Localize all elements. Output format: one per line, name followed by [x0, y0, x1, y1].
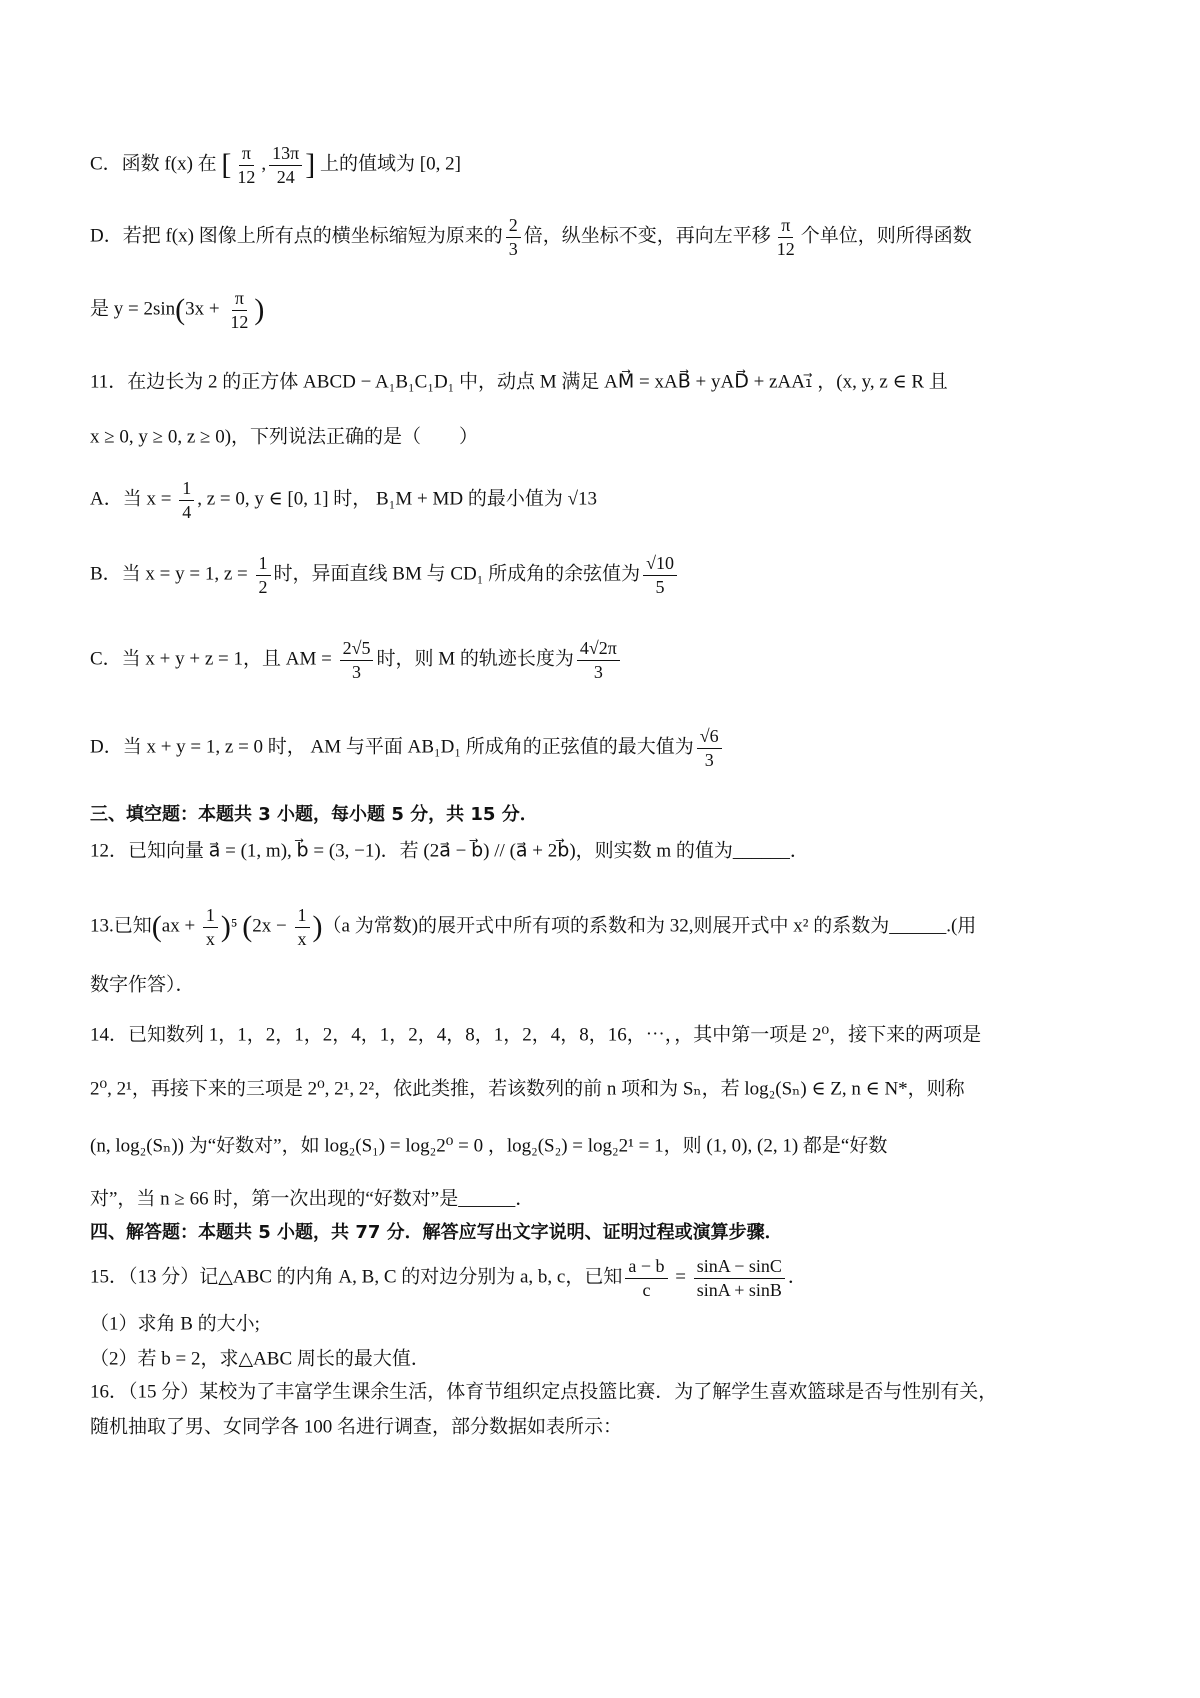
bracket: [ — [221, 148, 232, 181]
text-run: 随机抽取了男、女同学各 100 名进行调查，部分数据如表所示： — [90, 1416, 623, 1438]
question-14-cont3 — [90, 1189, 534, 1212]
question-13 — [90, 904, 976, 950]
denominator: 12 — [237, 166, 256, 187]
question-15-part2 — [90, 1349, 430, 1372]
fraction — [697, 725, 722, 771]
option-10c — [90, 142, 461, 188]
text-run: 对”，当 n ≥ 66 时，第一次出现的“好数对”是______． — [90, 1188, 535, 1210]
fraction — [256, 552, 271, 598]
text-run: （a 为常数)的展开式中所有项的系数和为 32,则展开式中 x² 的系数为______.(用 — [322, 915, 977, 937]
question-12 — [90, 841, 809, 864]
bracket: ( — [242, 910, 253, 943]
question-15-part1 — [90, 1314, 260, 1337]
text-run: 是 y = 2sin — [90, 298, 176, 320]
section-3-heading — [90, 804, 538, 826]
text-run: 11．在边长为 2 的正方体 ABCD − A₁B₁C₁D₁ 中，动点 M 满足 AM⃗ = xAB⃗ + yAD⃗ + zAA₁⃗ ，(x, y, z ∈ R 且 — [90, 371, 948, 393]
text-run: 三、填空题：本题共 3 小题，每小题 5 分，共 15 分． — [90, 804, 538, 826]
text-run: B．当 x = y = 1, z = — [90, 563, 253, 585]
fraction — [227, 287, 251, 333]
numerator: 1 — [179, 477, 194, 501]
denominator: 12 — [230, 311, 249, 332]
text-run: （1）求角 B 的大小; — [90, 1313, 260, 1335]
text-run: 倍，纵坐标不变，再向左平移 — [523, 225, 771, 247]
question-14-cont2 — [90, 1136, 887, 1159]
text-run: 2x − — [252, 915, 292, 937]
bracket: ) — [254, 293, 265, 326]
numerator: √10 — [643, 552, 677, 576]
question-16-cont — [90, 1417, 622, 1440]
denominator: 5 — [655, 576, 665, 597]
text-run: ⁵ — [230, 915, 243, 937]
question-14 — [90, 1025, 981, 1048]
text-run: D．若把 f(x) 图像上所有点的横坐标缩短为原来的 — [90, 225, 503, 247]
numerator: π — [239, 142, 254, 166]
denominator: 12 — [776, 238, 795, 259]
bracket: ) — [312, 910, 323, 943]
text-run: 上的值域为 [0, 2] — [315, 153, 461, 175]
option-10d-cont — [90, 287, 264, 333]
denominator: c — [642, 1279, 651, 1300]
text-run: x ≥ 0, y ≥ 0, z ≥ 0)，下列说法正确的是（ ） — [90, 426, 479, 448]
question-14-cont1 — [90, 1079, 965, 1102]
text-run: 2⁰, 2¹，再接下来的三项是 2⁰, 2¹, 2²，依此类推，若该数列的前 n 项和为 Sₙ，若 log₂(Sₙ) ∈ Z, n ∈ N*，则称 — [90, 1078, 965, 1100]
option-11b — [90, 552, 680, 598]
fraction — [577, 637, 620, 683]
denominator: 2 — [258, 576, 268, 597]
fraction — [506, 214, 521, 260]
text-run: 16．（15 分）某校为了丰富学生课余生活，体育节组织定点投篮比赛．为了解学生喜欢篮球是否与性别有关， — [90, 1381, 998, 1403]
denominator: 4 — [182, 501, 192, 522]
bracket: ( — [151, 910, 162, 943]
text-run: (n, log₂(Sₙ)) 为“好数对”，如 log₂(S₁) = log₂2⁰ = 0 ，log₂(S₂) = log₂2¹ = 1，则 (1, 0), (2, 1) 都是“好数 — [90, 1135, 888, 1157]
text-run: D．当 x + y = 1, z = 0 时， AM 与平面 AB₁D₁ 所成角的正弦值的最大值为 — [90, 736, 694, 758]
fraction — [179, 477, 194, 523]
numerator: 1 — [203, 904, 218, 928]
question-16 — [90, 1382, 997, 1405]
bracket: ) — [220, 910, 231, 943]
question-13-cont — [90, 975, 195, 998]
numerator: 1 — [295, 904, 310, 928]
bracket: ] — [305, 148, 316, 181]
text-run: 时，异面直线 BM 与 CD₁ 所成角的余弦值为 — [273, 563, 641, 585]
numerator: 4√2π — [577, 637, 620, 661]
text-run: 15．（13 分）记△ABC 的内角 A, B, C 的对边分别为 a, b, c，已知 — [90, 1266, 623, 1288]
numerator: 1 — [256, 552, 271, 576]
text-run: （2）若 b = 2，求△ABC 周长的最大值． — [90, 1348, 430, 1370]
denominator: 3 — [593, 661, 603, 682]
text-run: C．函数 f(x) 在 — [90, 153, 222, 175]
text-run: 14．已知数列 1，1，2，1，2，4，1，2，4，8，1，2，4，8，16，⋯，，其中第一项是 2⁰，接下来的两项是 — [90, 1024, 982, 1046]
numerator: π — [778, 214, 793, 238]
fraction — [203, 904, 218, 950]
fraction — [234, 142, 258, 188]
text-run: ax + — [161, 915, 200, 937]
denominator: 24 — [276, 166, 295, 187]
text-run: A．当 x = — [90, 488, 177, 510]
denominator: 3 — [352, 661, 362, 682]
text-run: C．当 x + y + z = 1，且 AM = — [90, 648, 337, 670]
numerator: 2√5 — [340, 637, 374, 661]
denominator: x — [297, 928, 307, 949]
bracket: ( — [175, 293, 186, 326]
fraction — [694, 1255, 785, 1301]
text-run: 13.已知 — [90, 915, 152, 937]
option-11c — [90, 637, 623, 683]
text-run: 12．已知向量 a⃗ = (1, m), b⃗ = (3, −1)．若 (2a⃗ − b⃗) // (a⃗ + 2b⃗)，则实数 m 的值为______． — [90, 840, 809, 862]
denominator: 3 — [704, 749, 714, 770]
numerator: 13π — [269, 142, 302, 166]
fraction — [625, 1255, 667, 1301]
text-run: 数字作答）． — [90, 974, 195, 996]
text-run: ． — [787, 1266, 807, 1288]
numerator: a − b — [625, 1255, 667, 1279]
fraction — [269, 142, 302, 188]
text-run: 个单位，则所得函数 — [800, 225, 972, 247]
option-10d — [90, 214, 972, 260]
option-11d — [90, 725, 725, 771]
section-4-heading — [90, 1222, 783, 1244]
numerator: 2 — [506, 214, 521, 238]
text-run: , z = 0, y ∈ [0, 1] 时， B₁M + MD 的最小值为 √13 — [197, 488, 598, 510]
fraction — [643, 552, 677, 598]
text-run: 四、解答题：本题共 5 小题，共 77 分．解答应写出文字说明、证明过程或演算步骤． — [90, 1222, 783, 1244]
question-11 — [90, 372, 948, 395]
text-run: 3x + — [185, 298, 225, 320]
question-15 — [90, 1255, 807, 1301]
question-11-cont — [90, 427, 478, 450]
fraction — [340, 637, 374, 683]
numerator: √6 — [697, 725, 722, 749]
text-run: = — [670, 1266, 691, 1288]
text-run: , — [261, 153, 267, 175]
denominator: sinA + sinB — [696, 1279, 782, 1300]
denominator: x — [205, 928, 215, 949]
numerator: sinA − sinC — [694, 1255, 785, 1279]
fraction — [295, 904, 310, 950]
fraction — [774, 214, 798, 260]
denominator: 3 — [508, 238, 518, 259]
numerator: π — [232, 287, 247, 311]
option-11a — [90, 477, 597, 523]
text-run: 时，则 M 的轨迹长度为 — [376, 648, 574, 670]
